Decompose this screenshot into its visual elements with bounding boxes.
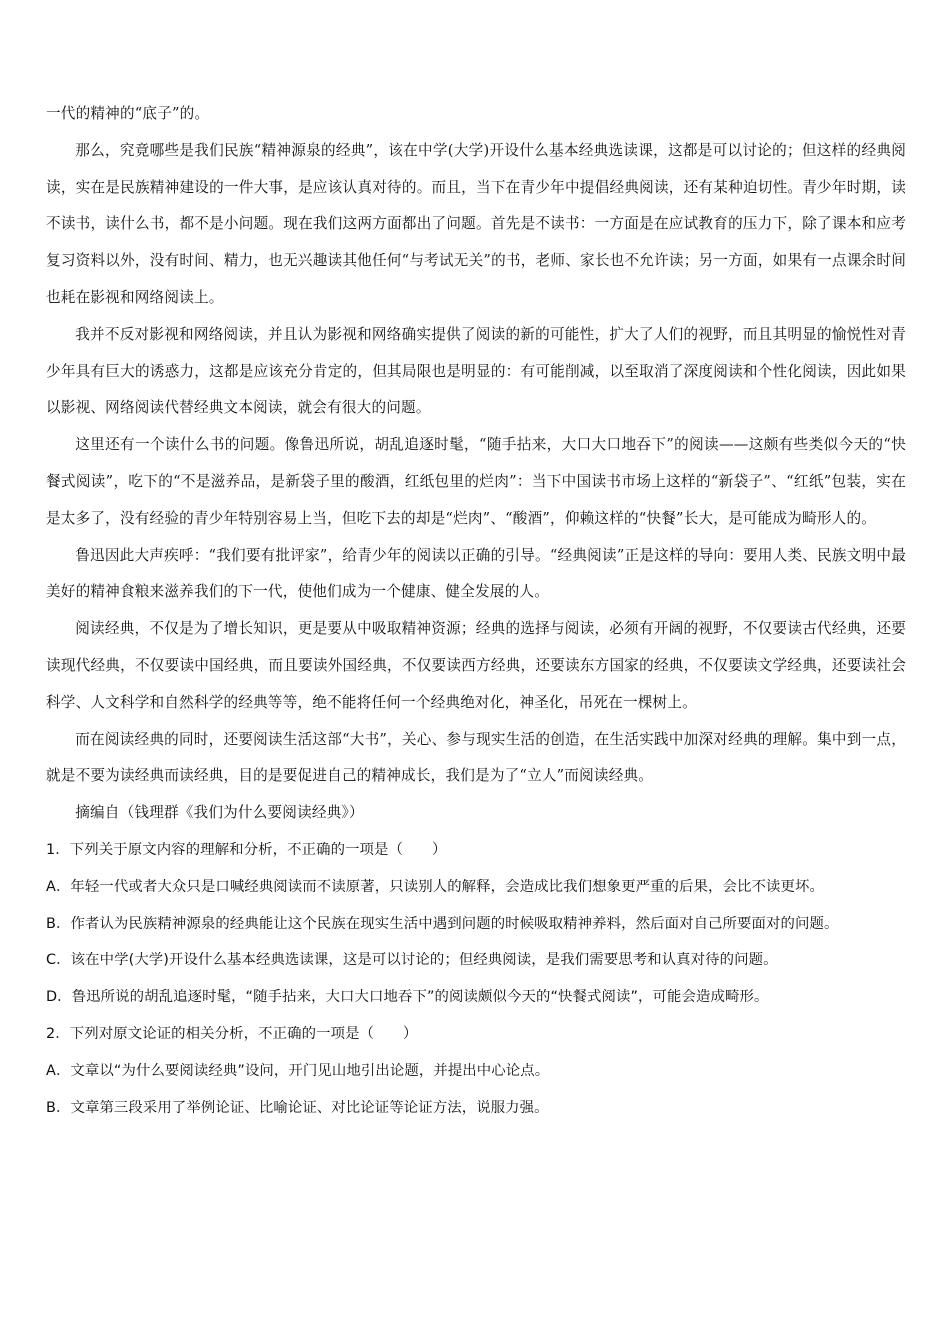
- passage-continuation: 一代的精神的“底子”的。: [46, 105, 210, 122]
- document-page: [46, 96, 906, 1126]
- option-c: C．该在中学(大学)开设什么基本经典选读课，这是可以讨论的；但经典阅读，是我们需要思考和认真对待的问题。: [46, 952, 778, 969]
- question-1: [46, 832, 906, 1016]
- passage-paragraph: 阅读经典，不仅是为了增长知识，更是要从中吸取精神资源；经典的选择与阅读，必须有开阔的视野，不仅要读古代经典，还要读现代经典，不仅要读中国经典，而且要读外国经典，不仅要读西方经典，还要读东方国家的经典，不仅要读文学经典，还要读社会科学、人文科学和自然科学的经典等等，绝不能将任何一个经典绝对化，神圣化，吊死在一棵树上。: [46, 620, 906, 711]
- option-a: A．年轻一代或者大众只是口喊经典阅读而不读原著，只读别人的解释，会造成比我们想象更严重的后果，会比不读更坏。: [46, 878, 824, 895]
- passage-paragraph: 我并不反对影视和网络阅读，并且认为影视和网络确实提供了阅读的新的可能性，扩大了人们的视野，而且其明显的愉悦性对青少年具有巨大的诱惑力，这都是应该充分肯定的，但其局限也是明显的：有可能削减，以至取消了深度阅读和个性化阅读，因此如果以影视、网络阅读代替经典文本阅读，就会有很大的问题。: [46, 325, 906, 417]
- question-stem: 1．下列关于原文内容的理解和分析，不正确的一项是（ ）: [46, 841, 447, 858]
- passage-paragraph: 那么，究竟哪些是我们民族“精神源泉的经典”，该在中学(大学)开设什么基本经典选读课，这都是可以讨论的；但这样的经典阅读，实在是民族精神建设的一件大事，是应该认真对待的。而且，当下在青少年中提倡经典阅读，还有某种迫切性。青少年时期，读不读书，读什么书，都不是小问题。现在我们这两方面都出了问题。首先是不读书：一方面是在应试教育的压力下，除了课本和应考复习资料以外，没有时间、精力，也无兴趣读其他任何“与考试无关”的书，老师、家长也不允许读；另一方面，如果有一点课余时间也耗在影视和网络阅读上。: [46, 141, 906, 306]
- passage-source: 摘编自（钱理群《我们为什么要阅读经典》）: [75, 804, 364, 822]
- option-d: D．鲁迅所说的胡乱追逐时髦，“随手拈来，大口大口地吞下”的阅读颇似今天的“快餐式阅读”，可能会造成畸形。: [46, 989, 769, 1006]
- option-a: A．文章以“为什么要阅读经典”设问，开门见山地引出论题，并提出中心论点。: [46, 1062, 550, 1079]
- passage-paragraph: 而在阅读经典的同时，还要阅读生活这部“大书”，关心、参与现实生活的创造，在生活实践中加深对经典的理解。集中到一点，就是不要为读经典而读经典，目的是要促进自己的精神成长，我们是为了“立人”而阅读经典。: [46, 730, 906, 785]
- question-2: [46, 1016, 906, 1126]
- question-stem: 2．下列对原文论证的相关分析，不正确的一项是（ ）: [46, 1025, 418, 1042]
- passage-paragraph: 这里还有一个读什么书的问题。像鲁迅所说，胡乱追逐时髦，“随手拈来，大口大口地吞下”的阅读——这颇有些类似今天的“快餐式阅读”，吃下的“不是滋养品，是新袋子里的酸酒，红纸包里的烂肉”：当下中国读书市场上这样的“新袋子”、“红纸”包装，实在是太多了，没有经验的青少年特别容易上当，但吃下去的却是“烂肉”、“酸酒”，仰赖这样的“快餐”长大，是可能成为畸形人的。: [46, 436, 906, 527]
- option-b: B．作者认为民族精神源泉的经典能让这个民族在现实生活中遇到问题的时候吸取精神养料，然后面对自己所要面对的问题。: [46, 915, 839, 932]
- passage-paragraph: 鲁迅因此大声疾呼：“我们要有批评家”，给青少年的阅读以正确的引导。“经典阅读”正是这样的导向：要用人类、民族文明中最美好的精神食粮来滋养我们的下一代，使他们成为一个健康、健全发展的人。: [46, 546, 906, 601]
- option-b: B．文章第三段采用了举例论证、比喻论证、对比论证等论证方法，说服力强。: [46, 1099, 549, 1116]
